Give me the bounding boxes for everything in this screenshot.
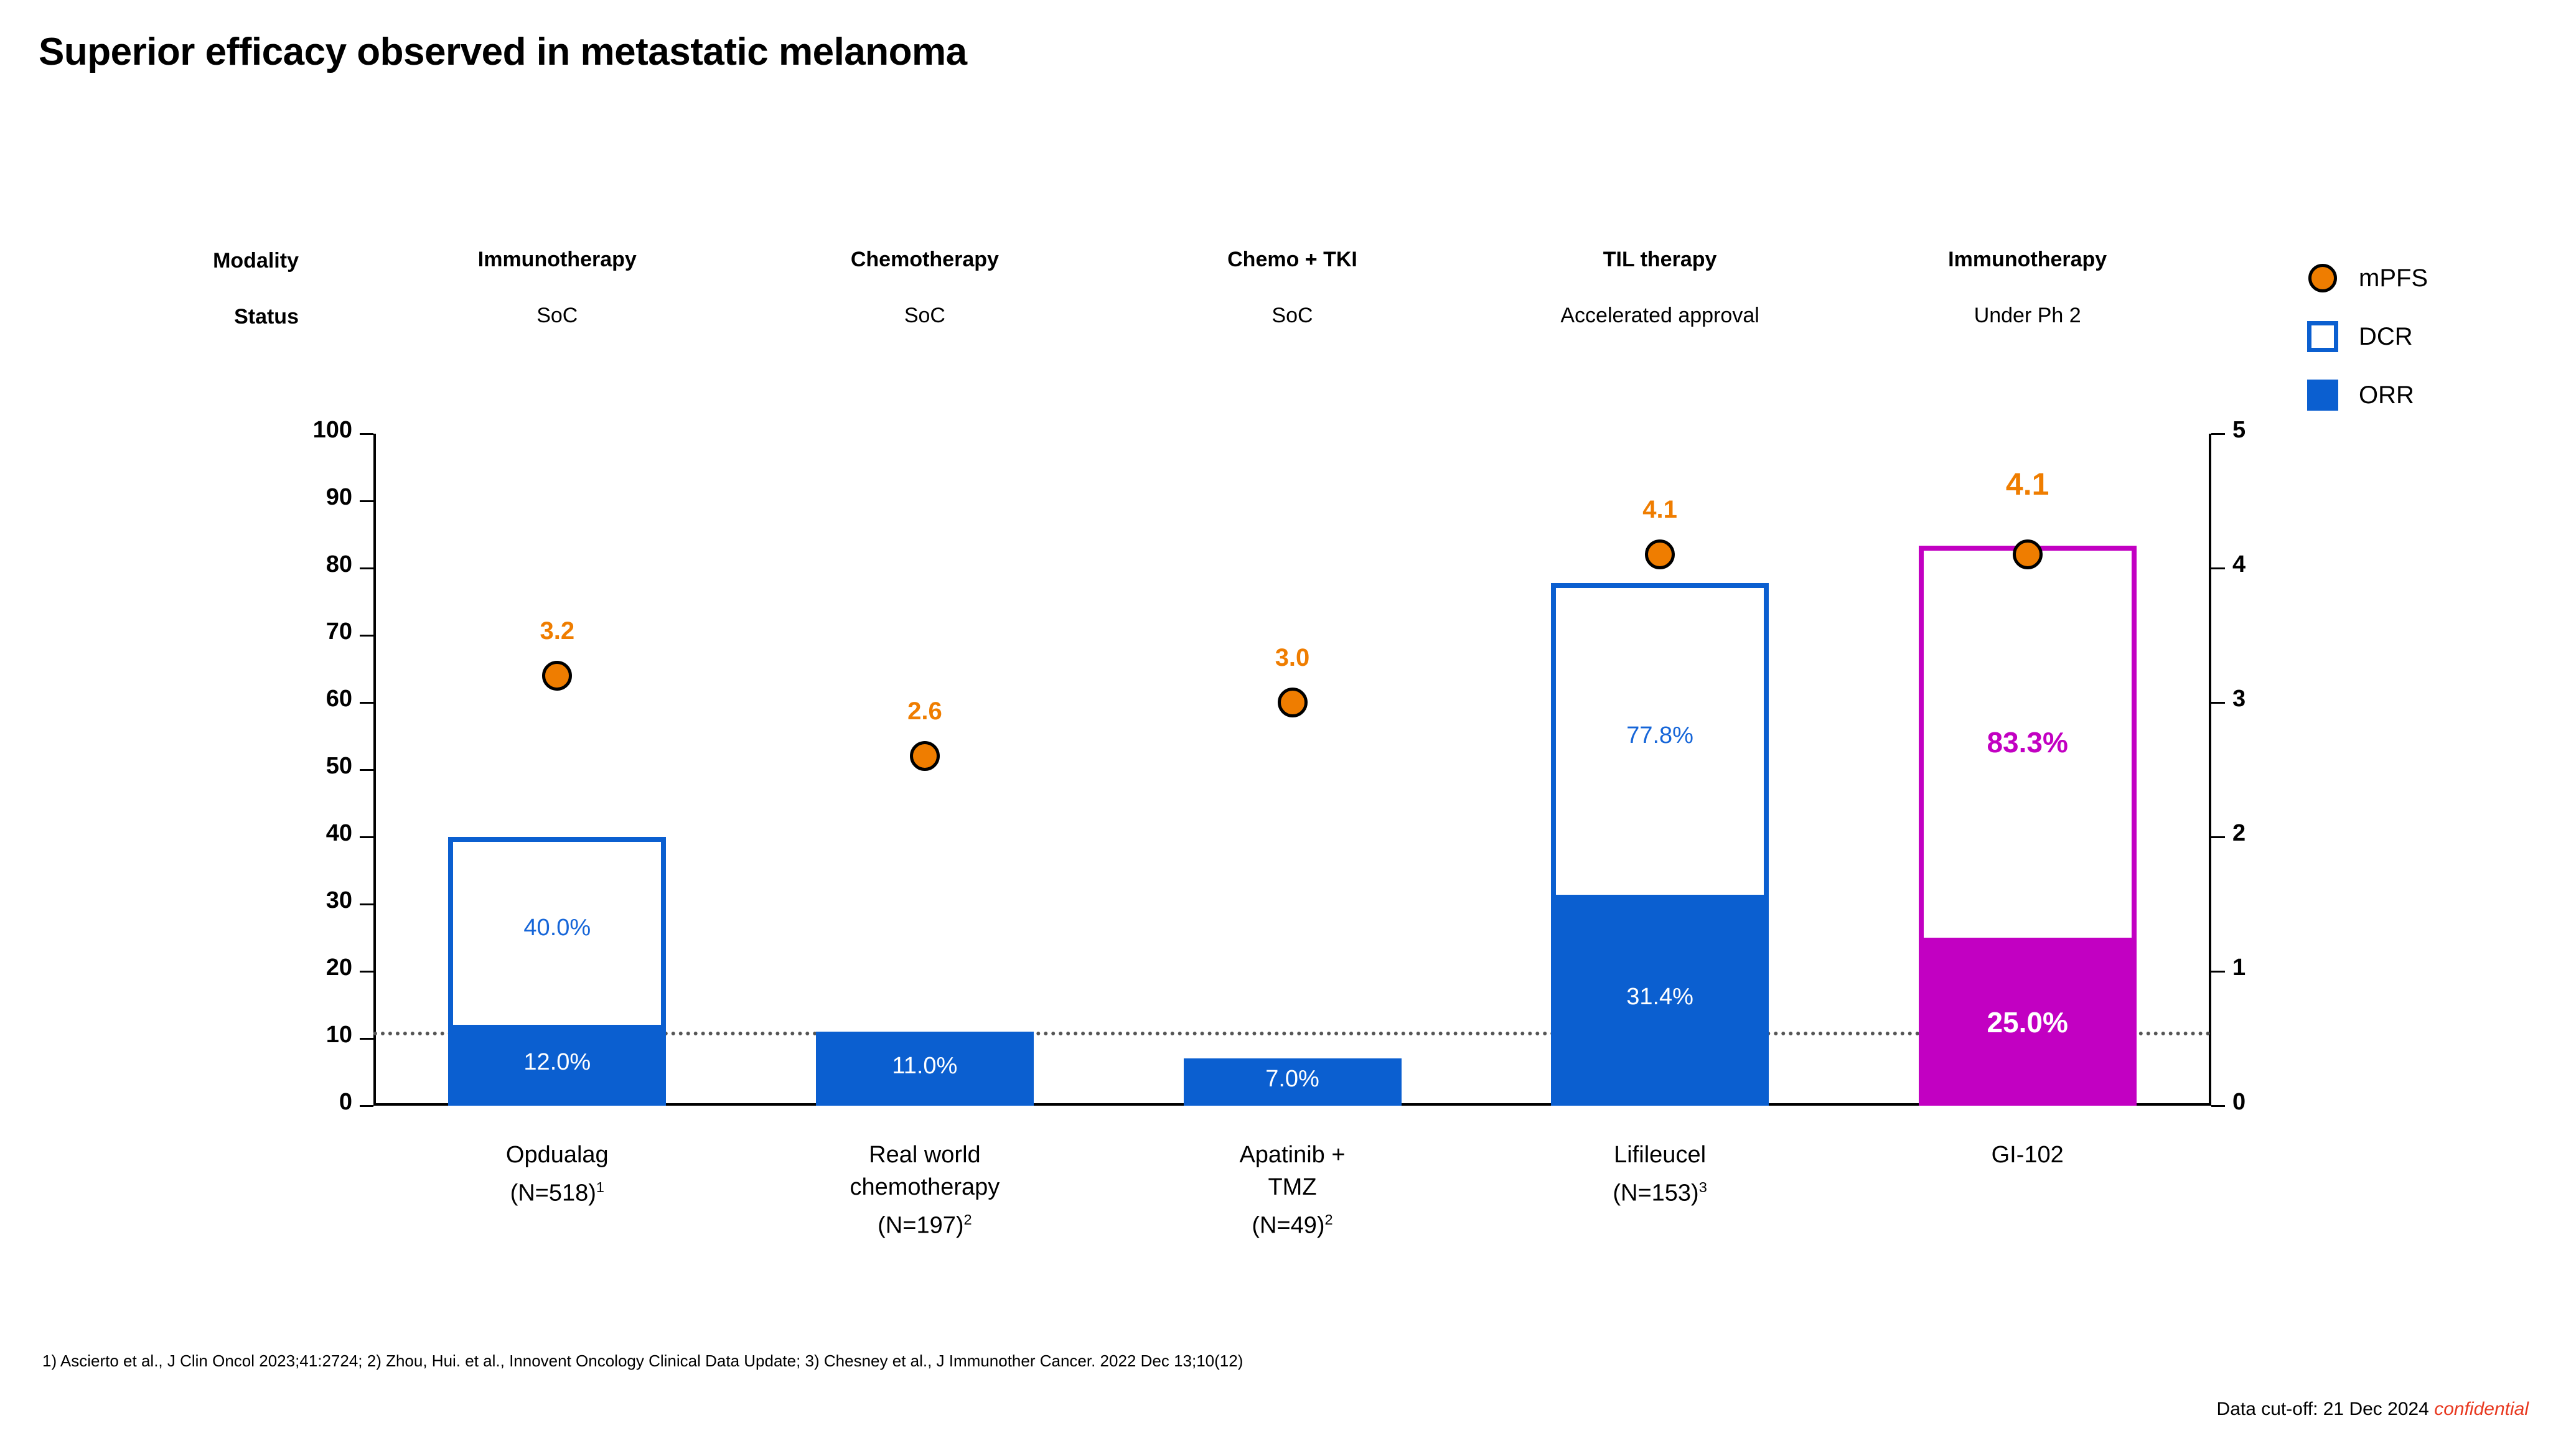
column-header (1479, 245, 1840, 330)
y-axis-tick-label: 50 (325, 753, 352, 779)
y-axis-tick-label: 60 (325, 686, 352, 712)
x-axis-category-label: Real world chemotherapy (N=197)$^2$ (850, 1142, 1000, 1239)
confidential-text: confidential (2434, 1399, 2529, 1419)
y2-axis-tick (2211, 836, 2225, 838)
x-axis-category-label: Apatinib + TMZ (N=49)$^2$ (1239, 1142, 1346, 1239)
y-axis-tick (360, 971, 373, 973)
y-axis-tick-label: 30 (325, 887, 352, 913)
legend-item[interactable] (2303, 366, 2539, 424)
y-axis-tick (360, 567, 373, 569)
column-header (1847, 245, 2208, 330)
column-status-label: SoC (536, 304, 578, 327)
y-axis-tick (360, 500, 373, 502)
legend-item[interactable] (2303, 249, 2539, 307)
y2-axis-tick-label: 2 (2232, 820, 2246, 846)
column-modality-label: Immunotherapy (477, 248, 637, 271)
y-axis-tick-label: 20 (325, 954, 352, 981)
y2-axis-tick (2211, 433, 2225, 435)
x-axis-category-label: GI-102 (1991, 1142, 2064, 1168)
y2-axis-tick (2211, 1105, 2225, 1107)
column-status-label: Accelerated approval (1560, 304, 1759, 327)
y-axis-tick (360, 702, 373, 704)
y-axis-tick (360, 433, 373, 435)
column-status-label: SoC (904, 304, 945, 327)
y-axis-tick (360, 1105, 373, 1107)
column-modality-label: Chemo + TKI (1227, 248, 1357, 271)
y2-axis-tick-label: 0 (2232, 1089, 2246, 1115)
dcr-open-square-icon-glyph (2307, 321, 2338, 352)
mpfs-value-label: 4.1 (1642, 496, 1677, 524)
mpfs-value-label: 4.1 (2005, 467, 2049, 502)
legend-item-label: DCR (2359, 322, 2413, 350)
page-title: Superior efficacy observed in metastatic melanoma (39, 30, 967, 73)
y-axis-tick-label: 90 (325, 484, 352, 510)
chart-legend (2303, 249, 2539, 424)
y-axis-tick-label: 0 (339, 1089, 352, 1115)
mpfs-dot-icon-glyph (2308, 264, 2337, 292)
orr-filled-square-icon (2303, 380, 2343, 411)
y-axis-tick (360, 769, 373, 771)
y-axis-tick-label: 40 (325, 820, 352, 846)
y-axis-tick (360, 836, 373, 838)
mpfs-marker (910, 741, 940, 771)
data-cutoff-text: Data cut-off: 21 Dec 2024 (2216, 1399, 2429, 1419)
column-header (377, 245, 738, 330)
mpfs-marker (1645, 539, 1675, 569)
dcr-open-square-icon (2303, 321, 2343, 352)
legend-item-label: ORR (2359, 381, 2414, 409)
column-status-label: SoC (1271, 304, 1313, 327)
column-header (744, 245, 1105, 330)
y-axis-right (2209, 434, 2211, 1106)
y2-axis-tick-label: 3 (2232, 686, 2246, 712)
row-label-modality: Modality (213, 249, 299, 273)
column-modality-label: Immunotherapy (1948, 248, 2107, 271)
column-modality-label: TIL therapy (1603, 248, 1717, 271)
bar-dcr-value-label: 40.0% (523, 915, 591, 941)
y-axis-left (373, 434, 376, 1106)
legend-item-label: mPFS (2359, 264, 2428, 292)
y-axis-tick (360, 903, 373, 905)
y2-axis-tick-label: 5 (2232, 417, 2246, 443)
x-axis-category-label: Opdualag (N=518)$^1$ (505, 1142, 609, 1206)
y-axis-tick-label: 10 (325, 1022, 352, 1048)
y2-axis-tick (2211, 971, 2225, 973)
x-axis-category-label: Lifileucel (N=153)$^3$ (1613, 1142, 1707, 1206)
data-cutoff-note (2217, 1399, 2529, 1420)
legend-item[interactable] (2303, 307, 2539, 366)
mpfs-marker (542, 661, 572, 691)
y-axis-tick-label: 100 (312, 417, 352, 443)
bar-orr-value-label: 31.4% (1626, 984, 1693, 1010)
orr-filled-square-icon-glyph (2307, 380, 2338, 411)
mpfs-marker (1278, 688, 1308, 717)
mpfs-value-label: 2.6 (907, 698, 942, 726)
bar-orr-value-label: 25.0% (1987, 1006, 2068, 1038)
y-axis-tick-label: 70 (325, 618, 352, 645)
bar-orr-value-label: 12.0% (523, 1049, 591, 1076)
mpfs-dot-icon (2303, 264, 2343, 292)
y-axis-tick (360, 1038, 373, 1040)
bar-orr-value-label: 7.0% (1265, 1066, 1319, 1093)
mpfs-marker (2013, 539, 2043, 569)
bar-orr-value-label: 11.0% (892, 1052, 958, 1079)
bar-dcr-value-label: 77.8% (1626, 722, 1693, 749)
bar-dcr-value-label: 83.3% (1987, 726, 2068, 759)
column-modality-label: Chemotherapy (850, 248, 999, 271)
y2-axis-tick-label: 1 (2232, 954, 2246, 981)
row-label-status: Status (234, 305, 299, 329)
footnote-references: 1) Ascierto et al., J Clin Oncol 2023;41:2724; 2) Zhou, Hui. et al., Innovent Oncology Clinical Data Update; 3) Chesney et al., J Immunother Cancer. 2022 Dec 13;10(12) (42, 1351, 1243, 1370)
chart-plot-area (312, 417, 2246, 1115)
y2-axis-tick (2211, 702, 2225, 704)
y2-axis-tick (2211, 567, 2225, 569)
mpfs-value-label: 3.2 (540, 617, 575, 645)
y2-axis-tick-label: 4 (2232, 551, 2246, 577)
column-header (1112, 245, 1473, 330)
mpfs-value-label: 3.0 (1275, 644, 1310, 671)
column-status-label: Under Ph 2 (1974, 304, 2081, 327)
y-axis-tick-label: 80 (325, 551, 352, 577)
y-axis-tick (360, 635, 373, 637)
